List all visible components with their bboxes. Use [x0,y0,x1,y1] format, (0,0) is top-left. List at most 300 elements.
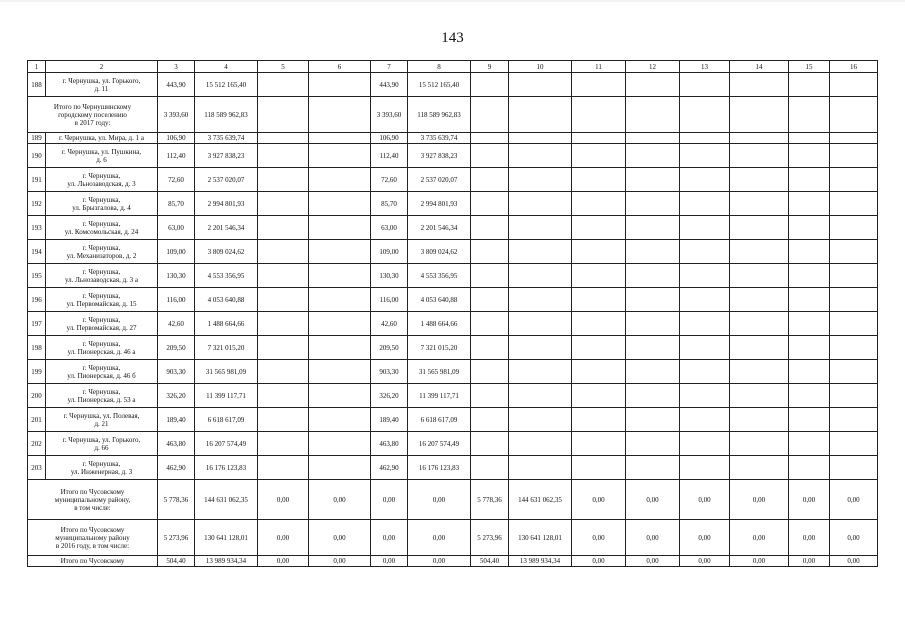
column-number: 2 [46,61,158,73]
table-cell [509,384,572,408]
table-cell: 31 565 981,09 [408,360,471,384]
table-row [28,456,878,480]
table-cell: 189 [28,133,46,144]
table-cell: г. Чернушка, ул. Первомайская, д. 27 [46,312,158,336]
table-cell: 195 [28,264,46,288]
table-cell: 3 393,60 [158,97,195,133]
table-cell: 0,00 [408,520,471,556]
table-cell [572,432,626,456]
total-row [28,480,878,520]
table-cell: г. Чернушка, ул. Брызгалова, д. 4 [46,192,158,216]
table-cell: 443,90 [158,73,195,97]
table-cell [471,144,509,168]
table-cell [471,408,509,432]
table-cell [572,360,626,384]
table-cell: 16 207 574,49 [408,432,471,456]
table-cell [471,264,509,288]
table-cell [509,97,572,133]
table-cell [509,133,572,144]
table-cell [309,192,371,216]
table-cell: 0,00 [830,520,878,556]
column-number: 16 [830,61,878,73]
table-cell [680,336,730,360]
table-cell: 106,90 [158,133,195,144]
table-cell: 0,00 [830,556,878,567]
table-cell: г. Чернушка, ул. Полевая, д. 21 [46,408,158,432]
table-cell: 326,20 [158,384,195,408]
table-cell [789,97,830,133]
table-cell [730,336,789,360]
table-cell [509,312,572,336]
table-cell: 6 618 617,09 [195,408,258,432]
table-cell: 63,00 [158,216,195,240]
table-cell: 116,00 [371,288,408,312]
table-cell [309,384,371,408]
table-cell [830,264,878,288]
table-cell: г. Чернушка, ул. Льнозаводская, д. 3 [46,168,158,192]
table-cell [830,456,878,480]
table-cell [572,288,626,312]
table-cell [258,336,309,360]
table-cell: г. Чернушка, ул. Горького, д. 11 [46,73,158,97]
table-cell [789,216,830,240]
table-cell: 504,40 [471,556,509,567]
table-cell: 63,00 [371,216,408,240]
table-cell [626,264,680,288]
table-cell: 11 399 117,71 [195,384,258,408]
table-cell [572,168,626,192]
table-cell: 0,00 [572,480,626,520]
table-cell [730,144,789,168]
table-cell [309,432,371,456]
table-cell: г. Чернушка, ул. Пионерская, д. 53 а [46,384,158,408]
table-cell [471,168,509,192]
table-cell: 0,00 [680,556,730,567]
table-cell: 197 [28,312,46,336]
table-cell [830,288,878,312]
table-cell [626,97,680,133]
table-cell: 16 176 123,83 [195,456,258,480]
table-cell [471,384,509,408]
table-cell: г. Чернушка, ул. Мира, д. 1 а [46,133,158,144]
table-cell: 0,00 [258,556,309,567]
table-cell [309,408,371,432]
table-cell: 193 [28,216,46,240]
table-cell [509,264,572,288]
table-cell: 903,30 [158,360,195,384]
table-cell [680,312,730,336]
table-cell: 31 565 981,09 [195,360,258,384]
table-cell: 13 989 934,34 [195,556,258,567]
table-cell [258,216,309,240]
table-cell: 0,00 [789,556,830,567]
table-cell [830,408,878,432]
table-cell: 4 553 356,95 [408,264,471,288]
table-cell [258,144,309,168]
table-cell: 2 201 546,34 [408,216,471,240]
table-cell [258,288,309,312]
table-cell [509,192,572,216]
table-row [28,384,878,408]
table-cell: 130,30 [371,264,408,288]
total-row [28,520,878,556]
table-cell: 0,00 [572,556,626,567]
table-cell [830,432,878,456]
total-row [28,556,878,567]
table-cell [626,384,680,408]
table-cell [789,144,830,168]
column-number: 3 [158,61,195,73]
table-cell: 118 589 962,83 [408,97,471,133]
table-cell: 463,80 [158,432,195,456]
table-cell: г. Чернушка, ул. Комсомольская, д. 24 [46,216,158,240]
table-cell [509,240,572,264]
table-cell: 72,60 [158,168,195,192]
column-number: 12 [626,61,680,73]
table-cell [572,456,626,480]
table-cell: 209,50 [371,336,408,360]
table-cell [730,384,789,408]
table-cell: 112,40 [371,144,408,168]
table-cell [830,133,878,144]
table-cell [258,133,309,144]
table-cell [830,97,878,133]
table-cell [509,408,572,432]
table-cell: 192 [28,192,46,216]
table-cell [572,192,626,216]
table-cell [258,432,309,456]
column-number: 14 [730,61,789,73]
table-cell: 462,90 [371,456,408,480]
table-cell [258,360,309,384]
table-cell: 109,00 [371,240,408,264]
table-cell [572,73,626,97]
table-cell: 463,80 [371,432,408,456]
table-cell: 203 [28,456,46,480]
table-cell [680,432,730,456]
table-cell: 72,60 [371,168,408,192]
table-cell: 0,00 [680,480,730,520]
table-cell: 0,00 [371,520,408,556]
table-cell [730,133,789,144]
table-cell [626,168,680,192]
table-cell [730,192,789,216]
table-row [28,312,878,336]
table-cell [626,73,680,97]
table-cell: 1 488 664,66 [195,312,258,336]
table-row [28,192,878,216]
table-row [28,73,878,97]
table-cell [509,360,572,384]
table-cell: 0,00 [371,556,408,567]
table-cell [680,133,730,144]
table-cell: 0,00 [408,480,471,520]
table-cell [509,168,572,192]
table-cell: 196 [28,288,46,312]
table-cell [471,192,509,216]
table-cell: г. Чернушка, ул. Пушкина, д. 6 [46,144,158,168]
table-cell [830,384,878,408]
table-cell [680,168,730,192]
table-cell [680,288,730,312]
table-cell [680,408,730,432]
table-cell [258,73,309,97]
table-cell [830,168,878,192]
table-cell: 11 399 117,71 [408,384,471,408]
table-cell [789,336,830,360]
table-cell [258,240,309,264]
table-cell: 443,90 [371,73,408,97]
table-cell [509,336,572,360]
table-cell: 15 512 165,40 [195,73,258,97]
table-cell [830,336,878,360]
table-cell: 0,00 [789,480,830,520]
table-cell [258,168,309,192]
table-cell [471,456,509,480]
table-cell: 4 553 356,95 [195,264,258,288]
table-cell [572,240,626,264]
table-cell: 202 [28,432,46,456]
table-cell: 3 809 024,62 [408,240,471,264]
table-cell: г. Чернушка, ул. Механизаторов, д. 2 [46,240,158,264]
table-cell [789,264,830,288]
table-cell: 0,00 [789,520,830,556]
table-cell [471,240,509,264]
table-cell: 7 321 015,20 [195,336,258,360]
table-cell [471,97,509,133]
table-cell: 5 273,96 [471,520,509,556]
table-cell [572,144,626,168]
table-cell [471,432,509,456]
table-cell: г. Чернушка, ул. Пионерская, д. 46 а [46,336,158,360]
table-cell [680,360,730,384]
table-cell [680,73,730,97]
table-cell: 0,00 [572,520,626,556]
table-cell [471,216,509,240]
table-cell: 0,00 [258,480,309,520]
column-number: 15 [789,61,830,73]
table-cell [572,336,626,360]
table-cell [730,168,789,192]
table-cell: 144 631 062,35 [509,480,572,520]
table-cell: 191 [28,168,46,192]
table-row [28,336,878,360]
housing-program-table [27,60,878,567]
table-cell: 188 [28,73,46,97]
table-row [28,144,878,168]
column-number: 13 [680,61,730,73]
table-cell [258,456,309,480]
table-cell [258,312,309,336]
table-cell [572,216,626,240]
table-cell: г. Чернушка, ул. Инженерная, д. 3 [46,456,158,480]
table-cell: 0,00 [730,520,789,556]
table-cell [309,288,371,312]
table-cell [830,192,878,216]
column-number: 7 [371,61,408,73]
table-cell [830,73,878,97]
table-cell [680,264,730,288]
total-label: Итого по Чернушинскому городскому поселению в 2017 году: [28,97,158,133]
column-number: 1 [28,61,46,73]
table-cell [730,264,789,288]
table-cell [626,240,680,264]
table-cell: 3 735 639,74 [408,133,471,144]
table-row [28,240,878,264]
table-cell: 0,00 [626,480,680,520]
table-cell [730,456,789,480]
table-cell: 3 927 838,23 [195,144,258,168]
table-row [28,168,878,192]
table-cell: 7 321 015,20 [408,336,471,360]
table-cell [626,192,680,216]
table-cell: 326,20 [371,384,408,408]
table-cell [309,216,371,240]
table-cell: 116,00 [158,288,195,312]
table-cell [730,360,789,384]
table-cell: 2 537 020,07 [408,168,471,192]
table-cell: 189,40 [158,408,195,432]
table-cell: 0,00 [626,520,680,556]
table-cell [730,312,789,336]
table-cell: 1 488 664,66 [408,312,471,336]
table-cell: 462,90 [158,456,195,480]
table-cell [309,144,371,168]
table-cell [572,133,626,144]
table-cell: г. Чернушка, ул. Льнозаводская, д. 3 а [46,264,158,288]
table-cell: 42,60 [158,312,195,336]
table-cell: 85,70 [371,192,408,216]
table-cell: 144 631 062,35 [195,480,258,520]
table-cell: 85,70 [158,192,195,216]
column-number-row [28,61,878,73]
table-cell: 0,00 [371,480,408,520]
table-cell [789,240,830,264]
total-row [28,97,878,133]
table-cell: 194 [28,240,46,264]
table-cell [471,336,509,360]
table-cell: 0,00 [258,520,309,556]
table-cell: 42,60 [371,312,408,336]
table-cell [789,408,830,432]
table-cell [309,168,371,192]
table-cell [830,312,878,336]
table-cell [471,312,509,336]
table-cell: 201 [28,408,46,432]
table-cell [309,264,371,288]
table-cell [789,133,830,144]
column-number: 10 [509,61,572,73]
table-cell: 130,30 [158,264,195,288]
table-cell: 0,00 [309,520,371,556]
table-cell [789,312,830,336]
table-cell [730,432,789,456]
table-cell: 0,00 [408,556,471,567]
table-cell [509,73,572,97]
table-row [28,264,878,288]
table-row [28,133,878,144]
table-cell [680,192,730,216]
table-cell [471,360,509,384]
table-row [28,216,878,240]
table-cell: 0,00 [680,520,730,556]
table-cell [471,288,509,312]
table-cell [680,240,730,264]
column-number: 6 [309,61,371,73]
table-cell: 4 053 640,88 [408,288,471,312]
table-cell: 190 [28,144,46,168]
table-cell [789,456,830,480]
table-row [28,360,878,384]
table-cell [572,97,626,133]
table-cell: 0,00 [730,556,789,567]
table-cell [309,456,371,480]
table-cell: 199 [28,360,46,384]
table-cell [309,312,371,336]
table-cell [830,144,878,168]
table-cell: 198 [28,336,46,360]
table-cell: 3 927 838,23 [408,144,471,168]
total-label: Итого по Чусовскому муниципальному району, в том числе: [28,480,158,520]
table-cell: 109,00 [158,240,195,264]
table-cell: 106,90 [371,133,408,144]
table-cell: 130 641 128,01 [195,520,258,556]
table-cell: 903,30 [371,360,408,384]
table-cell [258,384,309,408]
table-cell [830,240,878,264]
table-cell [680,216,730,240]
table-cell: 504,40 [158,556,195,567]
table-cell: 5 273,96 [158,520,195,556]
table-row [28,408,878,432]
table-cell [572,264,626,288]
table-cell [471,73,509,97]
table-cell: 189,40 [371,408,408,432]
table-cell: 0,00 [626,556,680,567]
table-cell [789,168,830,192]
table-cell: 16 176 123,83 [408,456,471,480]
table-cell [509,216,572,240]
table-cell [730,408,789,432]
table-cell: 2 537 020,07 [195,168,258,192]
table-cell [309,73,371,97]
table-cell [680,456,730,480]
table-cell [572,384,626,408]
table-cell: 0,00 [730,480,789,520]
table-cell [626,360,680,384]
table-cell: 200 [28,384,46,408]
table-cell [309,240,371,264]
table-cell: г. Чернушка, ул. Горького, д. 66 [46,432,158,456]
table-cell: 112,40 [158,144,195,168]
table-cell [309,336,371,360]
table-cell: г. Чернушка, ул. Первомайская, д. 15 [46,288,158,312]
table-cell [730,73,789,97]
table-cell [258,264,309,288]
scan-edge [0,0,905,2]
table-cell [309,97,371,133]
table-cell: 5 778,36 [471,480,509,520]
table-cell: 2 994 801,93 [408,192,471,216]
table-cell: 130 641 128,01 [509,520,572,556]
total-label: Итого по Чусовскому [28,556,158,567]
column-number: 9 [471,61,509,73]
table-cell: 2 201 546,34 [195,216,258,240]
table-cell [258,97,309,133]
table-cell: 3 735 639,74 [195,133,258,144]
table-row [28,432,878,456]
column-number: 11 [572,61,626,73]
